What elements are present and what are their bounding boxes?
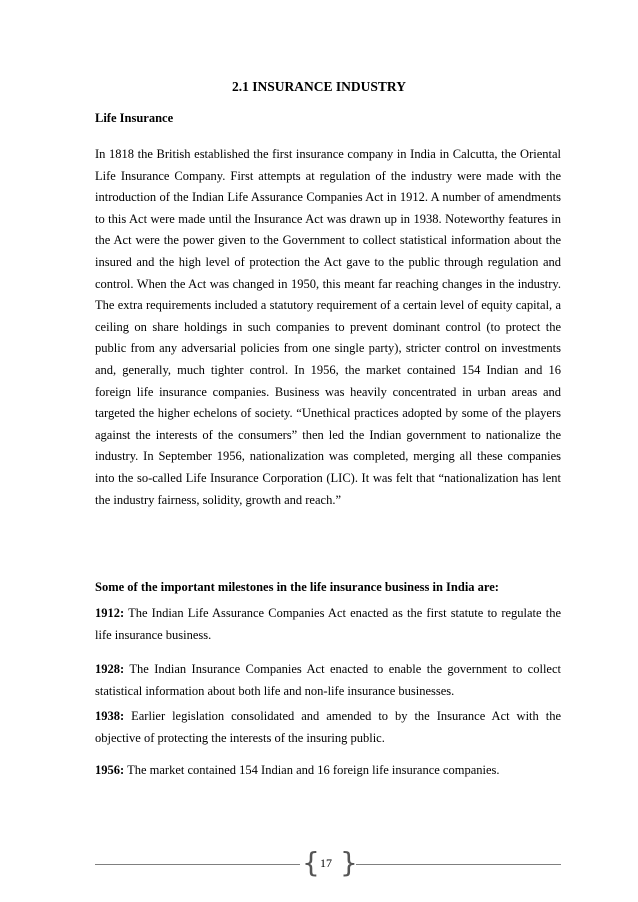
left-brace-icon: { xyxy=(302,846,320,879)
body-paragraph: In 1818 the British established the first insurance company in India in Calcutta, the Oriental Life Insurance Company. First attempts at regulation of the industry were made with the introduction of the Indian Life Assurance Companies Act in 1912. A number of amendments to this Act were made until the Insurance Act was drawn up in 1938. Noteworthy features in the Act were the power given to the Government to collect statistical information about the insured and the high level of protection the Act gave to the public through regulation and control. When the Act was changed in 1950, this meant far reaching changes in the industry. The extra requirements included a statutory requirement of a certain level of equity capital, a ceiling on share holdings in such companies to prevent dominant control (to protect the public from any adversarial policies from one single party), stricter control on investments and, generally, much tighter control. In 1956, the market contained 154 Indian and 16 foreign life insurance companies. Business was heavily concentrated in urban areas and targeted the higher echelons of society. “Unethical practices adopted by some of the players against the interests of the consumers” then led the Indian government to nationalize the industry. In September 1956, nationalization was completed, merging all these companies into the so-called Life Insurance Corporation (LIC). It was felt that “nationalization has lent the industry fairness, solidity, growth and reach.” xyxy=(95,147,561,507)
subheading: Life Insurance xyxy=(95,111,174,125)
milestone-item xyxy=(95,659,561,702)
milestone-year: 1928: xyxy=(95,662,125,676)
right-brace-icon: } xyxy=(340,846,358,879)
milestone-text: The market contained 154 Indian and 16 foreign life insurance companies. xyxy=(124,763,500,777)
milestone-year: 1956: xyxy=(95,763,125,777)
footer-rule-left xyxy=(95,864,300,865)
page-number: 17 xyxy=(320,856,332,870)
milestones-heading: Some of the important milestones in the life insurance business in India are: xyxy=(95,580,499,594)
milestone-text: The Indian Insurance Companies Act enacted to enable the government to collect statistical information about both life and non-life insurance businesses. xyxy=(95,662,561,698)
milestone-year: 1938: xyxy=(95,709,125,723)
footer-rule-right xyxy=(356,864,561,865)
milestone-item xyxy=(95,706,561,749)
milestone-item xyxy=(95,760,561,782)
milestone-year: 1912: xyxy=(95,606,125,620)
milestone-item xyxy=(95,603,561,646)
milestone-text: The Indian Life Assurance Companies Act enacted as the first statute to regulate the life insurance business. xyxy=(95,606,561,642)
milestone-text: Earlier legislation consolidated and amended to by the Insurance Act with the objective of protecting the interests of the insuring public. xyxy=(95,709,561,745)
section-title: 2.1 INSURANCE INDUSTRY xyxy=(232,79,406,94)
